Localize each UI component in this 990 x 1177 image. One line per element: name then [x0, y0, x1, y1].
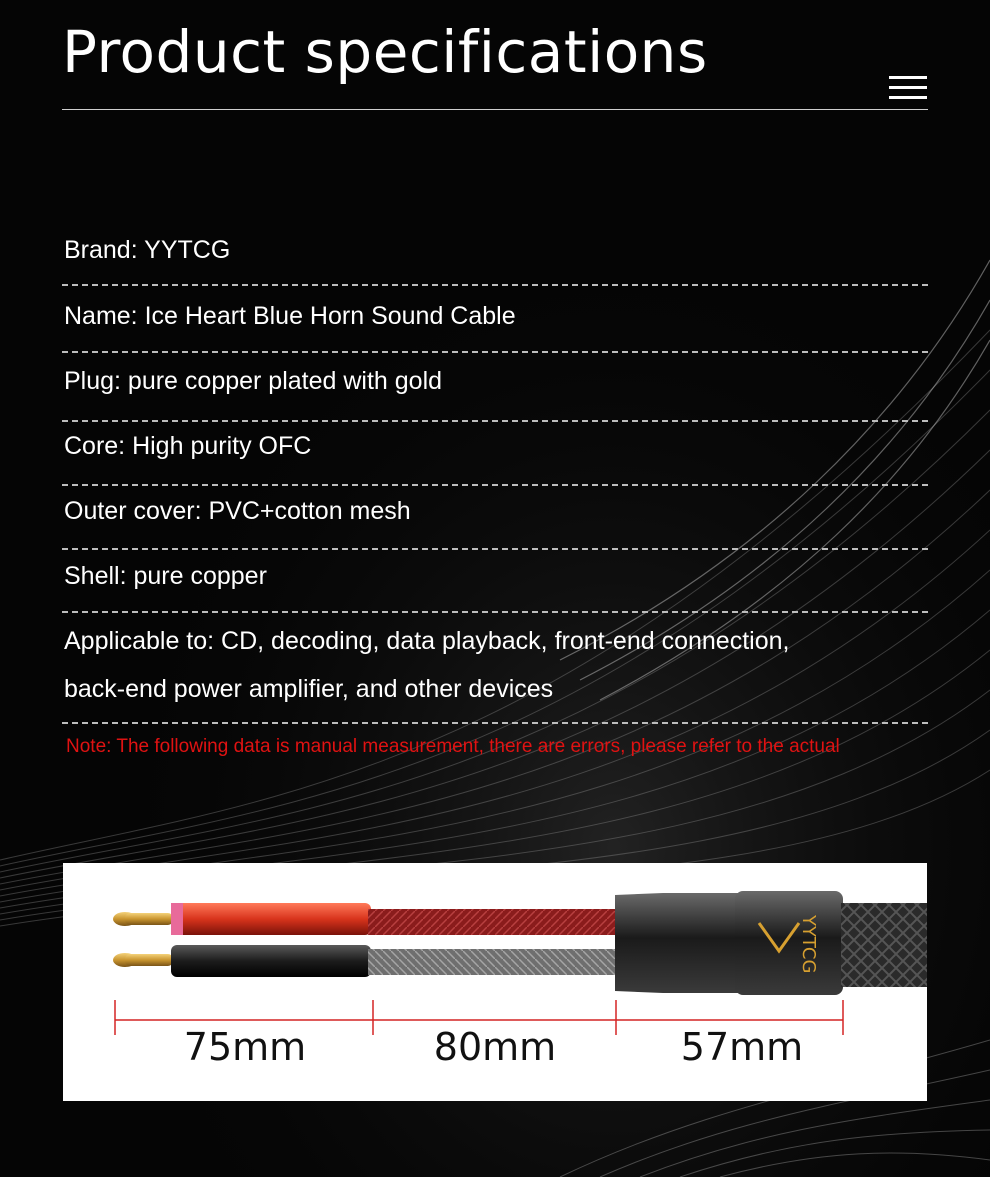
- product-photo-panel: [63, 863, 927, 1101]
- spec-name: Name: Ice Heart Blue Horn Sound Cable: [64, 302, 516, 330]
- title-divider: [62, 109, 928, 110]
- spec-applicable-line2: back-end power amplifier, and other devices: [64, 675, 554, 703]
- brand-mark-text: YYTCG: [798, 915, 819, 974]
- spec-divider: [62, 484, 928, 486]
- spec-divider: [62, 284, 928, 286]
- measurement-label-plug: 75mm: [183, 1025, 307, 1069]
- spec-brand: Brand: YYTCG: [64, 236, 231, 264]
- measurement-note: Note: The following data is manual measurement, there are errors, please refer to the actual: [66, 736, 840, 757]
- spec-shell: Shell: pure copper: [64, 562, 267, 590]
- spec-applicable-line1: Applicable to: CD, decoding, data playback, front-end connection,: [64, 627, 790, 655]
- red-heat-shrink: [171, 903, 371, 935]
- spec-outer-cover: Outer cover: PVC+cotton mesh: [64, 497, 411, 525]
- main-braided-cable: [841, 903, 927, 987]
- spec-core: Core: High purity OFC: [64, 432, 312, 460]
- banana-plug-bottom: [113, 953, 173, 967]
- spec-divider: [62, 420, 928, 422]
- banana-plug-top: [113, 912, 173, 926]
- page-title: Product specifications: [62, 18, 708, 86]
- hamburger-menu-icon[interactable]: [889, 76, 927, 100]
- splitter-housing: [615, 893, 743, 993]
- spec-divider: [62, 351, 928, 353]
- grey-braided-wire: [368, 949, 618, 975]
- spec-plug: Plug: pure copper plated with gold: [64, 367, 443, 395]
- red-braided-wire: [368, 909, 618, 935]
- measurement-label-splitter: 57mm: [680, 1025, 804, 1069]
- spec-divider: [62, 548, 928, 550]
- spec-divider: [62, 722, 928, 724]
- measurement-label-sleeve: 80mm: [433, 1025, 557, 1069]
- spec-divider: [62, 611, 928, 613]
- black-heat-shrink: [171, 945, 371, 977]
